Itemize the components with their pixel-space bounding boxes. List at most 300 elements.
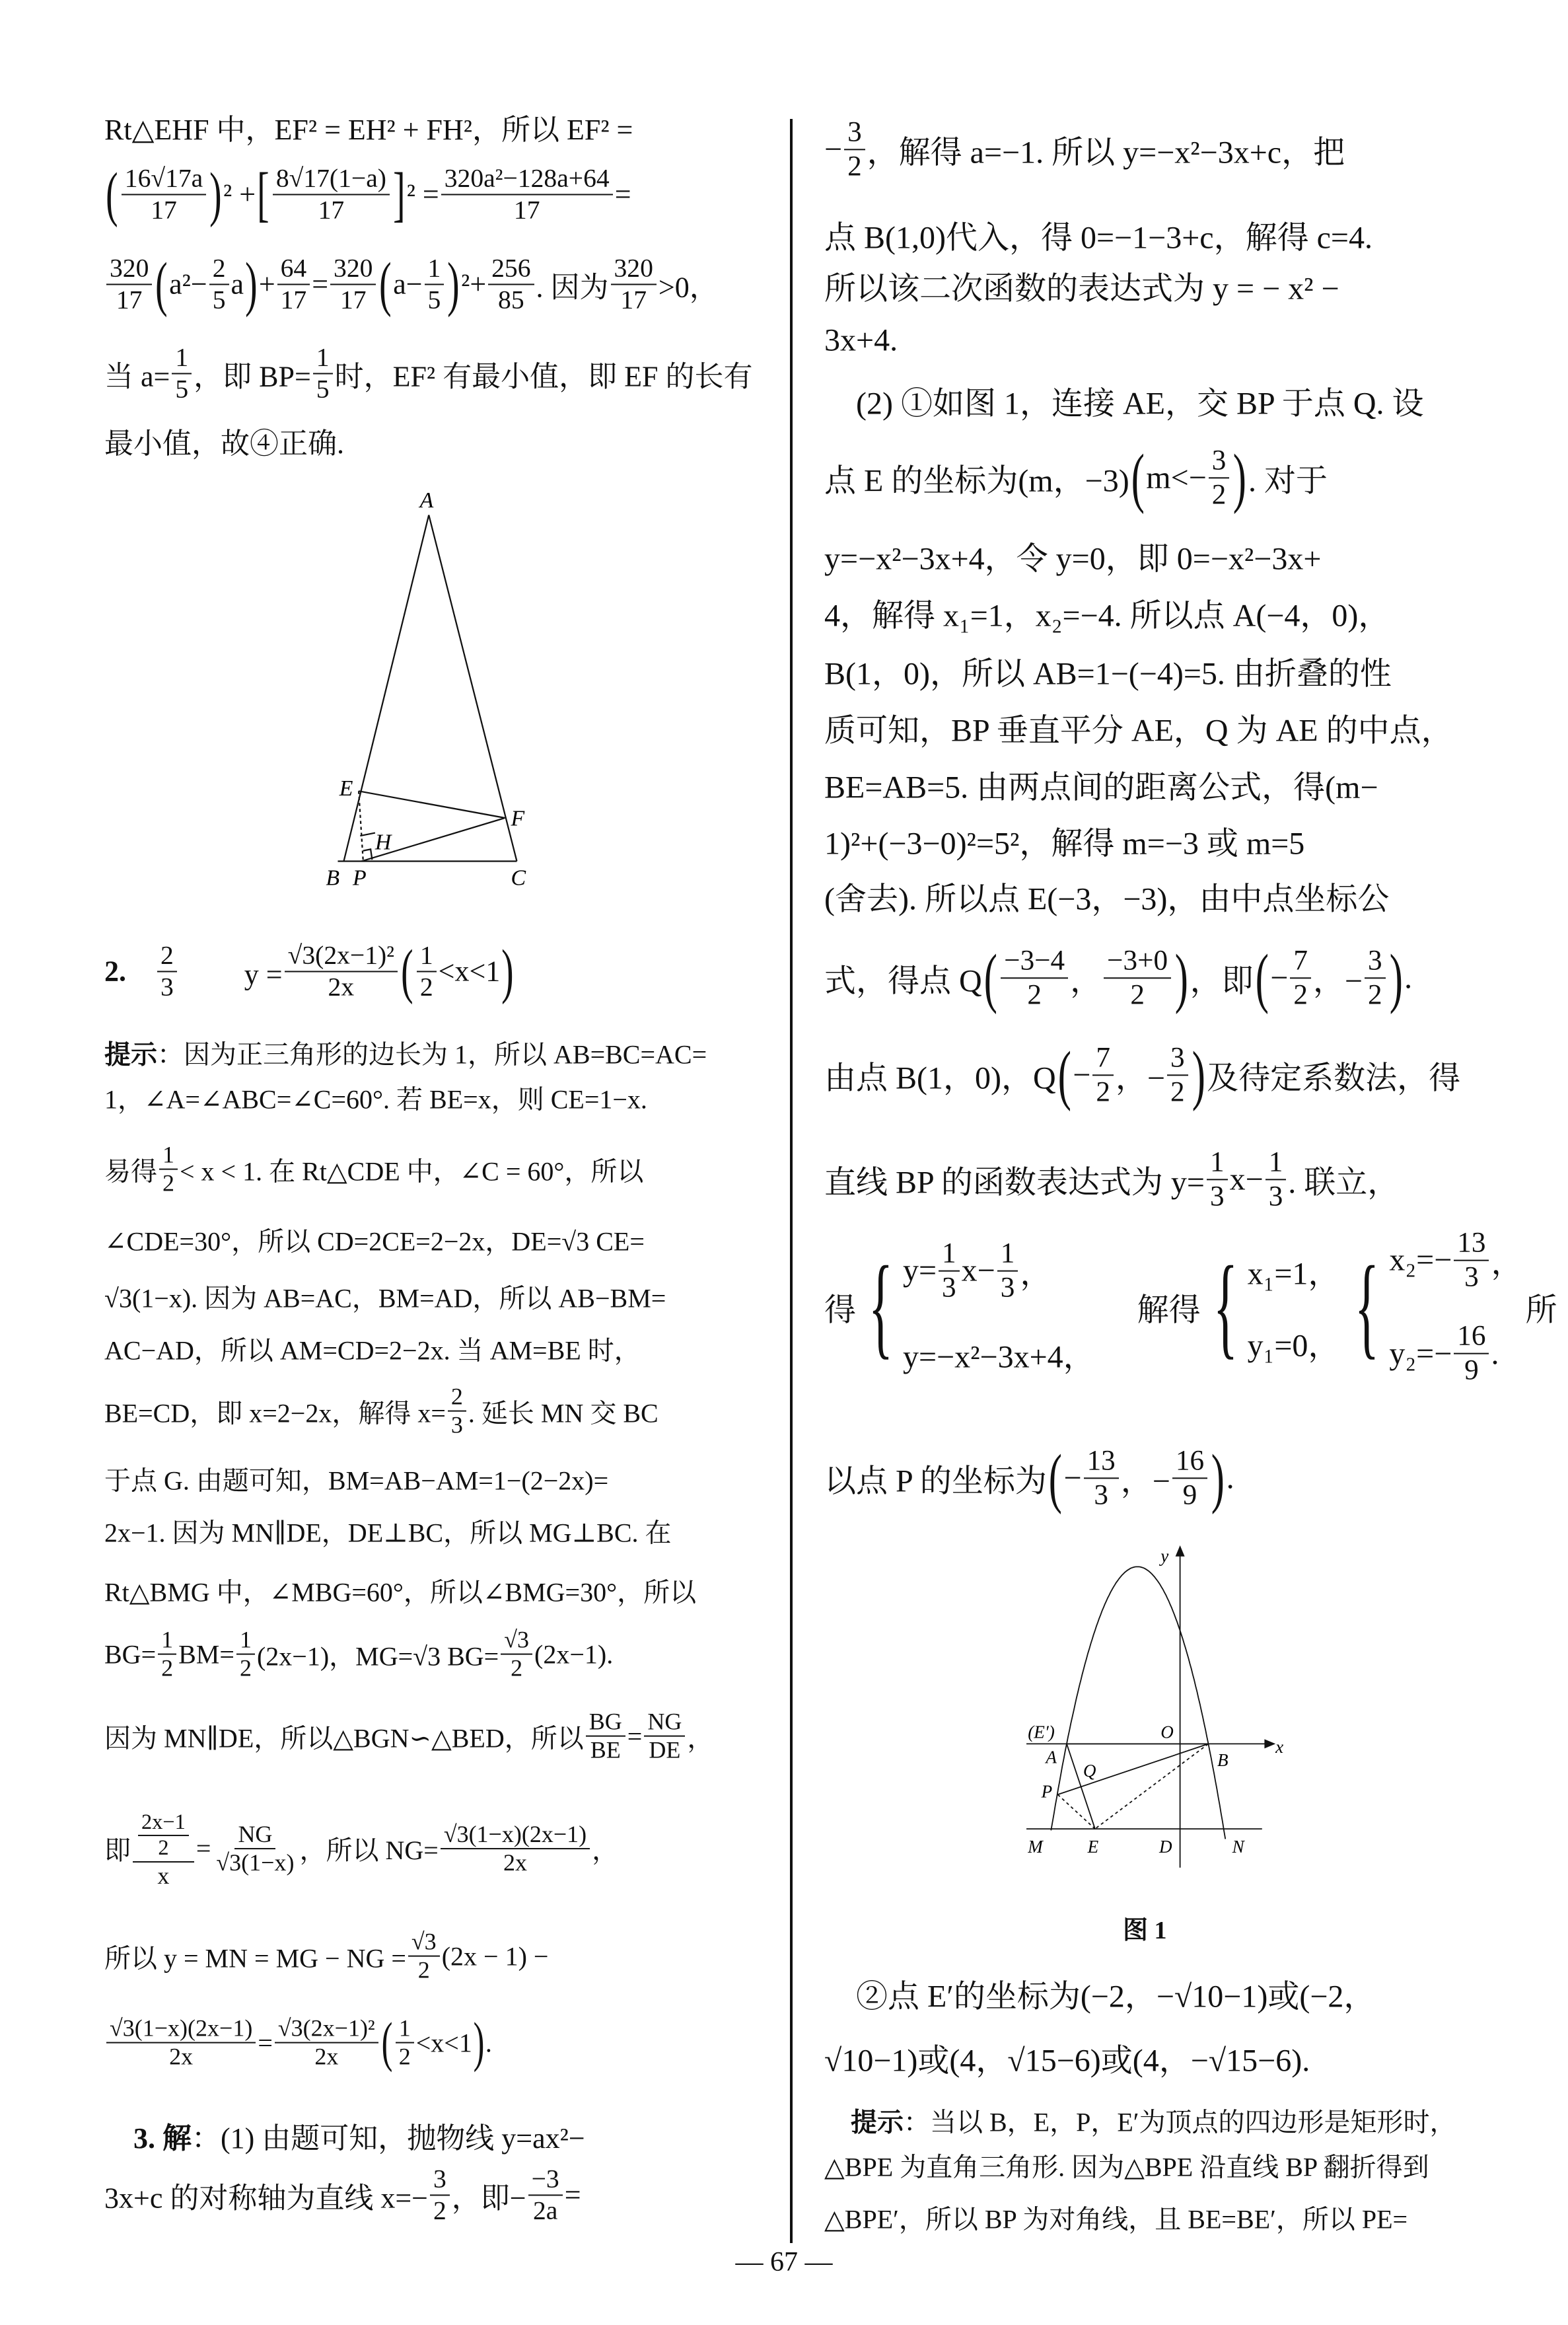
fraction	[1172, 1444, 1207, 1511]
text-run: ，−	[1120, 1463, 1170, 1499]
label-b: B	[326, 866, 340, 891]
text-run: ：因为正三角形的边长为 1，所以 AB=BC=AC=	[157, 1039, 707, 1070]
text-run: =	[614, 178, 631, 211]
fraction	[1454, 1227, 1489, 1294]
fraction	[1290, 944, 1311, 1011]
fraction-numerator	[448, 1384, 466, 1412]
text-run: 以点 P 的坐标为	[824, 1463, 1047, 1499]
x-axis-arrow	[1265, 1740, 1274, 1748]
text-run: 时，EF² 有最小值，即 EF 的长有	[334, 360, 753, 392]
fraction-numerator	[1001, 944, 1068, 978]
fraction-denominator	[311, 2044, 341, 2071]
bracket: (	[1057, 1037, 1071, 1112]
text-run: ² =	[406, 178, 439, 211]
text-run: =	[196, 1833, 211, 1864]
fraction-denominator	[1180, 1479, 1201, 1512]
bracket: )	[1389, 940, 1403, 1015]
equation-system	[1345, 1227, 1522, 1387]
fraction-numerator	[285, 940, 398, 972]
fraction-denominator	[1024, 978, 1045, 1012]
text-run: 1	[1210, 1146, 1225, 1178]
text-run: 得	[824, 1292, 857, 1328]
text-run: a	[231, 268, 244, 301]
text-run: 1	[1268, 1146, 1283, 1178]
label-c: C	[511, 866, 526, 891]
fraction-denominator	[155, 1836, 172, 1861]
text-line	[104, 1929, 548, 1985]
text-run: 3	[433, 2164, 446, 2194]
fraction-numerator	[611, 253, 657, 285]
fraction-denominator	[645, 1737, 684, 1764]
text-line	[824, 322, 898, 359]
text-run: 2x	[169, 2044, 194, 2070]
text-run: y=	[902, 1253, 937, 1288]
text-run: 2a	[532, 2196, 558, 2225]
text-run: 式，得点 Q	[824, 963, 982, 999]
text-run: Rt△BMG 中，∠MBG=60°，所以∠BMG=30°，所以	[104, 1577, 697, 1607]
text-run: √3(2x−1)²	[287, 940, 395, 970]
text-run: 2	[1096, 1076, 1110, 1107]
fraction-numerator	[528, 2164, 563, 2196]
fraction-numerator	[209, 253, 229, 285]
text-run: 所	[1525, 1292, 1557, 1328]
text-line	[824, 533, 1321, 579]
text-run: 3x+c 的对称轴为直线 x=−	[104, 2182, 428, 2214]
fraction-denominator	[511, 195, 544, 225]
fraction-numerator	[396, 2015, 414, 2044]
segment-ef	[359, 791, 505, 818]
text-line	[104, 106, 633, 148]
text-line	[104, 1221, 645, 1259]
text-run: 2	[162, 1170, 174, 1197]
text-run: 13	[1087, 1445, 1116, 1477]
fraction	[1207, 1146, 1228, 1212]
text-run: 2	[161, 1655, 174, 1681]
fraction	[488, 253, 534, 314]
label-b: B	[1217, 1750, 1229, 1771]
fraction-numerator	[425, 253, 445, 285]
text-line	[824, 2147, 1429, 2184]
text-run: −	[824, 131, 843, 167]
fraction-numerator	[330, 253, 376, 285]
text-run: 1	[239, 1626, 252, 1653]
text-run: .	[485, 2028, 492, 2058]
text-run: √3(1−x)(2x−1)	[110, 2014, 253, 2042]
text-run: 因为 MN∥DE，所以△BGN∽△BED，所以	[104, 1723, 584, 1753]
text-run: 2	[1027, 979, 1042, 1010]
fraction-numerator	[417, 940, 437, 972]
text-run: >0，	[658, 271, 719, 303]
text-run: 2	[417, 1957, 430, 1983]
label-e: E	[1087, 1837, 1099, 1857]
fraction-numerator	[1209, 444, 1230, 478]
text-run: y₂=−	[1389, 1336, 1452, 1372]
equation-system	[1203, 1243, 1340, 1370]
label-e: E	[339, 776, 353, 801]
text-run: x−	[1229, 1162, 1264, 1197]
text-run: 2	[239, 1655, 252, 1681]
fraction-denominator	[448, 1412, 466, 1439]
bracket: )	[1211, 1440, 1225, 1515]
text-run: (舍去). 所以点 E(−3，−3)，由中点坐标公	[824, 881, 1390, 917]
text-run: 17	[280, 285, 307, 314]
fraction-denominator	[113, 285, 146, 315]
fraction-numerator	[441, 1821, 590, 1849]
bracket: )	[501, 937, 514, 1005]
text-run: ②点 E′的坐标为(−2，−√10−1)或(−2，	[824, 1979, 1376, 2014]
text-run: √3(2x−1)²	[277, 2014, 375, 2042]
text-run: 7	[1096, 1042, 1110, 1074]
text-run: 1，∠A=∠ABC=∠C=60°. 若 BE=x，则 CE=1−x.	[104, 1084, 647, 1115]
bracket: (	[155, 250, 168, 318]
triangle-figure	[314, 478, 553, 910]
text-run: 3	[1094, 1479, 1108, 1510]
fraction-numerator	[441, 163, 613, 195]
text-run: 5	[175, 374, 189, 403]
text-run: 2	[1293, 979, 1308, 1010]
fraction-denominator	[1290, 978, 1311, 1012]
text-run: x₁=1，	[1247, 1257, 1340, 1292]
figure-caption: 图 1	[1123, 1917, 1167, 1944]
fraction-denominator	[172, 374, 192, 404]
fraction-denominator	[1265, 1180, 1287, 1213]
text-run: 1	[162, 1141, 174, 1168]
fraction	[408, 1929, 440, 1985]
text-line	[104, 1034, 707, 1072]
fraction-numerator	[997, 1237, 1018, 1272]
label-p: P	[1041, 1781, 1053, 1802]
fraction-numerator	[844, 116, 865, 150]
text-run: 17	[620, 285, 647, 314]
text-line	[104, 160, 631, 228]
text-run: 当 a=	[104, 360, 170, 392]
fraction-denominator	[396, 2044, 414, 2071]
fraction-numerator	[172, 342, 192, 374]
text-run: 320a²−128a+64	[444, 163, 610, 193]
text-run: 解得	[1097, 1292, 1201, 1328]
text-run: 质可知，BP 垂直平分 AE，Q 为 AE 的中点，	[824, 713, 1453, 749]
bracket: )	[473, 2012, 485, 2073]
text-run: −	[1270, 960, 1289, 996]
bracket: )	[1192, 1037, 1205, 1112]
text-run: 2	[433, 2196, 446, 2225]
fraction-numerator	[1172, 1444, 1207, 1479]
fraction-numerator	[122, 163, 206, 195]
fraction-denominator	[1127, 978, 1148, 1012]
fraction	[1167, 1041, 1188, 1108]
fraction-denominator	[1461, 1261, 1482, 1294]
fraction	[1001, 944, 1068, 1011]
bracket: (	[1255, 940, 1269, 1015]
fraction-numerator	[234, 1821, 275, 1849]
fraction-denominator	[313, 374, 333, 404]
segment-eh	[360, 833, 375, 836]
text-run: 2	[511, 1655, 523, 1681]
fraction-denominator	[844, 150, 865, 183]
text-run: y =	[178, 958, 283, 990]
fraction	[122, 163, 206, 225]
text-run: √10−1)或(4，√15−6)或(4，−√15−6).	[824, 2043, 1310, 2079]
text-run: 2	[160, 940, 174, 970]
text-run: 3	[847, 116, 862, 148]
text-run: 3	[160, 972, 174, 1001]
fraction-denominator	[530, 2196, 561, 2226]
fraction	[313, 342, 333, 404]
text-run: ，所以 NG=	[299, 1835, 439, 1866]
equation-row	[1389, 1320, 1522, 1387]
fraction-denominator	[209, 285, 229, 315]
fraction-numerator	[106, 253, 152, 285]
text-run: B(1，0)，所以 AB=1−(−4)=5. 由折叠的性	[824, 656, 1392, 692]
text-run: 2x	[328, 972, 355, 1001]
text-run: 所以该二次函数的表达式为 y = − x² −	[824, 271, 1339, 307]
bracket: (	[1048, 1440, 1062, 1515]
fraction	[213, 1821, 297, 1877]
text-run: m<−	[1146, 460, 1207, 496]
text-run: < x < 1. 在 Rt△CDE 中，∠C = 60°，所以	[180, 1156, 644, 1187]
text-run: 由点 B(1，0)，Q	[824, 1060, 1056, 1096]
text-run: 所以 y = MN = MG − NG =	[104, 1943, 406, 1974]
fraction-denominator	[1092, 1076, 1114, 1109]
fraction	[209, 253, 229, 314]
math-group	[136, 1810, 191, 1861]
text-run: +	[258, 268, 275, 301]
fraction	[277, 253, 310, 314]
brace-icon: {	[868, 1243, 894, 1370]
text-run: 2	[450, 1383, 463, 1410]
text-run: . 因为	[536, 271, 609, 303]
bracket: )	[245, 250, 258, 318]
text-run: ，即	[1190, 963, 1254, 999]
text-run	[824, 2102, 851, 2139]
fraction	[158, 1627, 176, 1683]
fraction-numerator	[1454, 1227, 1489, 1261]
text-run: 17	[339, 285, 367, 314]
text-line	[104, 1460, 608, 1498]
text-run: ²+	[461, 268, 487, 301]
text-run: BM=	[178, 1639, 234, 1670]
text-run: =	[258, 2028, 273, 2058]
text-line	[104, 1808, 618, 1890]
text-run: .	[1404, 960, 1413, 996]
parabola-curve	[1051, 1567, 1225, 1839]
label-x: x	[1275, 1736, 1284, 1757]
label-a: A	[1046, 1747, 1057, 1767]
fraction-numerator	[939, 1237, 960, 1272]
fraction	[441, 163, 613, 225]
text-run: AC−AD，所以 AM=CD=2−2x. 当 AM=BE 时，	[104, 1335, 641, 1366]
text-run: y₁=0，	[1247, 1329, 1340, 1364]
text-run: 1	[419, 940, 433, 970]
text-line	[824, 212, 1372, 258]
text-run: −3−4	[1004, 945, 1065, 977]
text-run: ，−	[1115, 1060, 1165, 1096]
text-run: ：(1) 由题可知，抛物线 y=ax²−	[192, 2122, 585, 2155]
text-run: x₂=−	[1389, 1242, 1452, 1278]
label-f: F	[511, 806, 525, 831]
y-axis-arrow	[1176, 1547, 1184, 1556]
fraction-numerator	[275, 2015, 378, 2044]
text-line	[104, 1278, 666, 1315]
fraction-denominator	[337, 285, 370, 315]
text-run: √3(1−x)	[216, 1849, 295, 1876]
text-run: 2	[419, 972, 433, 1001]
page-number: — 67 —	[735, 2247, 833, 2277]
text-run: 3	[1211, 445, 1227, 476]
fraction-denominator	[213, 1849, 297, 1876]
fraction-denominator	[495, 285, 528, 315]
text-run: ：当以 B，E，P，E′为顶点的四边形是矩形时，	[904, 2107, 1456, 2137]
fraction-numerator	[133, 1808, 194, 1863]
text-run: 85	[498, 285, 524, 314]
fraction-denominator	[147, 195, 180, 225]
fraction	[106, 2015, 256, 2071]
fraction-denominator	[997, 1272, 1018, 1305]
text-run: x−	[961, 1253, 995, 1288]
fraction-denominator	[236, 1655, 255, 1682]
text-run: BE=CD，即 x=2−2x，解得 x=	[104, 1398, 446, 1428]
fraction-denominator	[415, 1957, 433, 1984]
fraction-numerator	[1207, 1146, 1228, 1180]
bold-label: 提示	[104, 1039, 157, 1070]
segment-be	[1095, 1744, 1209, 1829]
fraction	[997, 1237, 1018, 1304]
bracket: )	[447, 250, 460, 318]
text-run: Rt△EHF 中，EF² = EH² + FH²，所以 EF² =	[104, 114, 633, 146]
text-run: 3	[1000, 1272, 1015, 1304]
fraction-numerator	[236, 1627, 255, 1655]
text-run: 2	[847, 151, 862, 182]
text-line	[104, 1330, 641, 1368]
text-run: BG	[588, 1708, 622, 1735]
bracket: (	[381, 2012, 393, 2073]
fraction	[528, 2164, 563, 2225]
text-run: ，	[592, 1835, 619, 1866]
text-run: 16√17a	[124, 163, 203, 193]
text-run: ，	[687, 1723, 714, 1753]
text-run: 1	[942, 1237, 956, 1269]
label-y: y	[1160, 1545, 1169, 1566]
text-line	[104, 2164, 581, 2225]
line-bp	[1057, 1744, 1208, 1794]
bracket: [	[257, 160, 269, 228]
text-run: 2	[1368, 979, 1382, 1010]
text-run	[126, 950, 155, 992]
text-line	[104, 1572, 696, 1609]
text-run: <x<1	[415, 2028, 472, 2058]
fraction-denominator	[277, 285, 310, 315]
bracket: )	[1233, 440, 1247, 515]
equation-row	[1248, 1320, 1340, 1366]
label-m: M	[1028, 1837, 1043, 1857]
side-ac	[429, 515, 517, 861]
label-o: O	[1160, 1722, 1174, 1742]
fraction-denominator	[617, 285, 650, 315]
label-p: P	[353, 866, 367, 891]
text-line	[824, 378, 1424, 424]
brace-icon: {	[1355, 1243, 1380, 1370]
text-run: 16	[1457, 1321, 1486, 1352]
text-run: ² +	[223, 178, 256, 211]
fraction-numerator	[1092, 1041, 1114, 1076]
bracket: (	[401, 937, 413, 1005]
text-line	[104, 250, 719, 318]
text-run: 3	[1170, 1042, 1185, 1074]
text-run: 1	[161, 1626, 174, 1653]
text-run: 17	[513, 195, 540, 224]
fraction-numerator	[644, 1709, 685, 1737]
text-run: 320	[614, 253, 653, 283]
fraction-denominator	[500, 1849, 530, 1876]
fraction-numerator	[1454, 1320, 1489, 1354]
text-run: . 延长 MN 交 BC	[468, 1398, 659, 1428]
text-run: −3	[531, 2164, 559, 2194]
fraction-denominator	[315, 195, 348, 225]
fraction	[285, 940, 398, 1002]
text-run	[104, 2114, 133, 2157]
text-run: 1	[175, 342, 189, 372]
text-run: 1	[427, 253, 441, 283]
text-run: 16	[1175, 1445, 1205, 1477]
fraction	[106, 253, 152, 314]
text-run: 13	[1457, 1227, 1486, 1259]
text-run: BE=AB=5. 由两点间的距离公式，得(m−	[824, 770, 1378, 805]
text-run: 2	[1211, 479, 1227, 510]
fraction	[275, 2015, 378, 2071]
bracket: ]	[393, 160, 406, 228]
text-run: 64	[280, 253, 307, 283]
fraction-denominator	[417, 972, 437, 1002]
fraction	[1265, 1146, 1287, 1212]
bold-label: 3. 解	[133, 2122, 192, 2155]
text-run: 直线 BP 的函数表达式为 y=	[824, 1165, 1205, 1200]
equation-rows	[1389, 1227, 1522, 1387]
fraction	[330, 253, 376, 314]
fraction	[157, 940, 177, 1002]
text-run: BE	[590, 1737, 621, 1763]
text-run: 2	[398, 2044, 411, 2070]
text-run: ∠CDE=30°，所以 CD=2CE=2−2x，DE=√3 CE=	[104, 1226, 645, 1257]
text-run: 1	[316, 342, 330, 372]
text-run: 3	[1210, 1181, 1225, 1212]
equation-row	[903, 1331, 1095, 1376]
fraction-numerator	[277, 253, 310, 285]
fraction-numerator	[586, 1709, 625, 1737]
fraction	[430, 2164, 450, 2225]
fraction-numerator	[501, 1627, 532, 1655]
text-run: ，	[1070, 963, 1102, 999]
text-run: <x<1	[438, 955, 501, 988]
label-h: H	[374, 830, 392, 855]
text-line	[104, 1627, 613, 1683]
fraction-numerator	[430, 2164, 450, 2196]
text-run: =	[312, 268, 329, 301]
parabola-graph	[1020, 1539, 1298, 1898]
text-run: 及待定系数法，得	[1207, 1060, 1461, 1096]
text-line	[824, 762, 1378, 807]
label-q: Q	[1083, 1761, 1096, 1781]
fraction	[396, 2015, 414, 2071]
text-run: 256	[491, 253, 531, 283]
fraction-numerator	[1104, 944, 1171, 978]
fraction-denominator	[1365, 978, 1386, 1012]
text-line	[824, 2102, 1456, 2139]
text-line	[104, 1142, 643, 1198]
text-run: .	[1226, 1460, 1234, 1496]
fraction-denominator	[325, 972, 358, 1002]
label-d: D	[1159, 1837, 1172, 1857]
text-run: ，解得 a=−1. 所以 y=−x²−3x+c，把	[867, 135, 1345, 170]
